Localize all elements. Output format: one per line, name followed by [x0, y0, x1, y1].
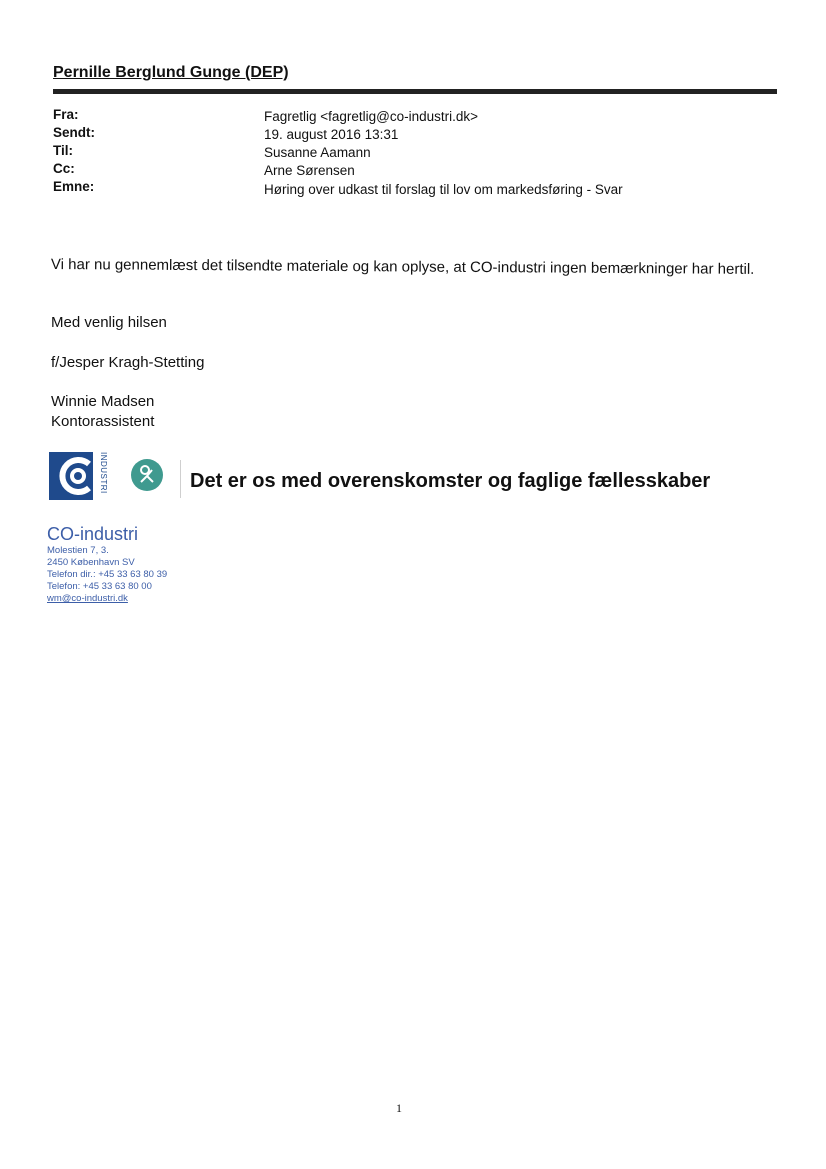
slogan-text: Det er os med overenskomster og faglige fællesskaber	[190, 470, 711, 492]
ok-figure-icon	[130, 458, 164, 492]
co-logo-icon	[49, 452, 123, 500]
co-industri-logo	[49, 452, 123, 500]
cc-label: Cc:	[53, 161, 75, 176]
on-behalf-line: f/Jesper Kragh-Stetting	[51, 354, 205, 371]
address-line-1: Molestien 7, 3.	[47, 545, 109, 556]
signer-title: Kontorassistent	[51, 413, 155, 430]
sent-label: Sendt:	[53, 125, 95, 140]
phone-main: Telefon: +45 33 63 80 00	[47, 581, 152, 592]
logo-wordmark: INDUSTRI	[99, 452, 108, 494]
org-name: CO-industri	[47, 524, 139, 544]
to-label: Til:	[53, 143, 73, 158]
greeting: Med venlig hilsen	[51, 314, 167, 331]
page-number: 1	[396, 1101, 402, 1115]
from-value: Fagretlig <fagretlig@co-industri.dk>	[264, 109, 479, 124]
sent-value: 19. august 2016 13:31	[264, 127, 399, 142]
header-divider	[53, 89, 777, 94]
from-label: Fra:	[53, 107, 79, 122]
email-link[interactable]: wm@co-industri.dk	[47, 593, 128, 604]
cc-value: Arne Sørensen	[264, 163, 355, 178]
slogan-divider	[180, 460, 181, 498]
subject-value: Høring over udkast til forslag til lov om markedsføring - Svar	[264, 182, 623, 197]
message-text: Vi har nu gennemlæst det tilsendte materiale og kan oplyse, at CO-industri ingen bemærkninger har hertil.	[50, 256, 755, 278]
signer-name: Winnie Madsen	[51, 393, 155, 410]
to-value: Susanne Aamann	[264, 145, 371, 160]
subject-label: Emne:	[53, 179, 95, 194]
sender-name: Pernille Berglund Gunge (DEP)	[53, 64, 289, 81]
phone-direct: Telefon dir.: +45 33 63 80 39	[47, 569, 168, 580]
address-line-2: 2450 København SV	[47, 557, 135, 568]
ok-badge-logo	[130, 458, 164, 492]
